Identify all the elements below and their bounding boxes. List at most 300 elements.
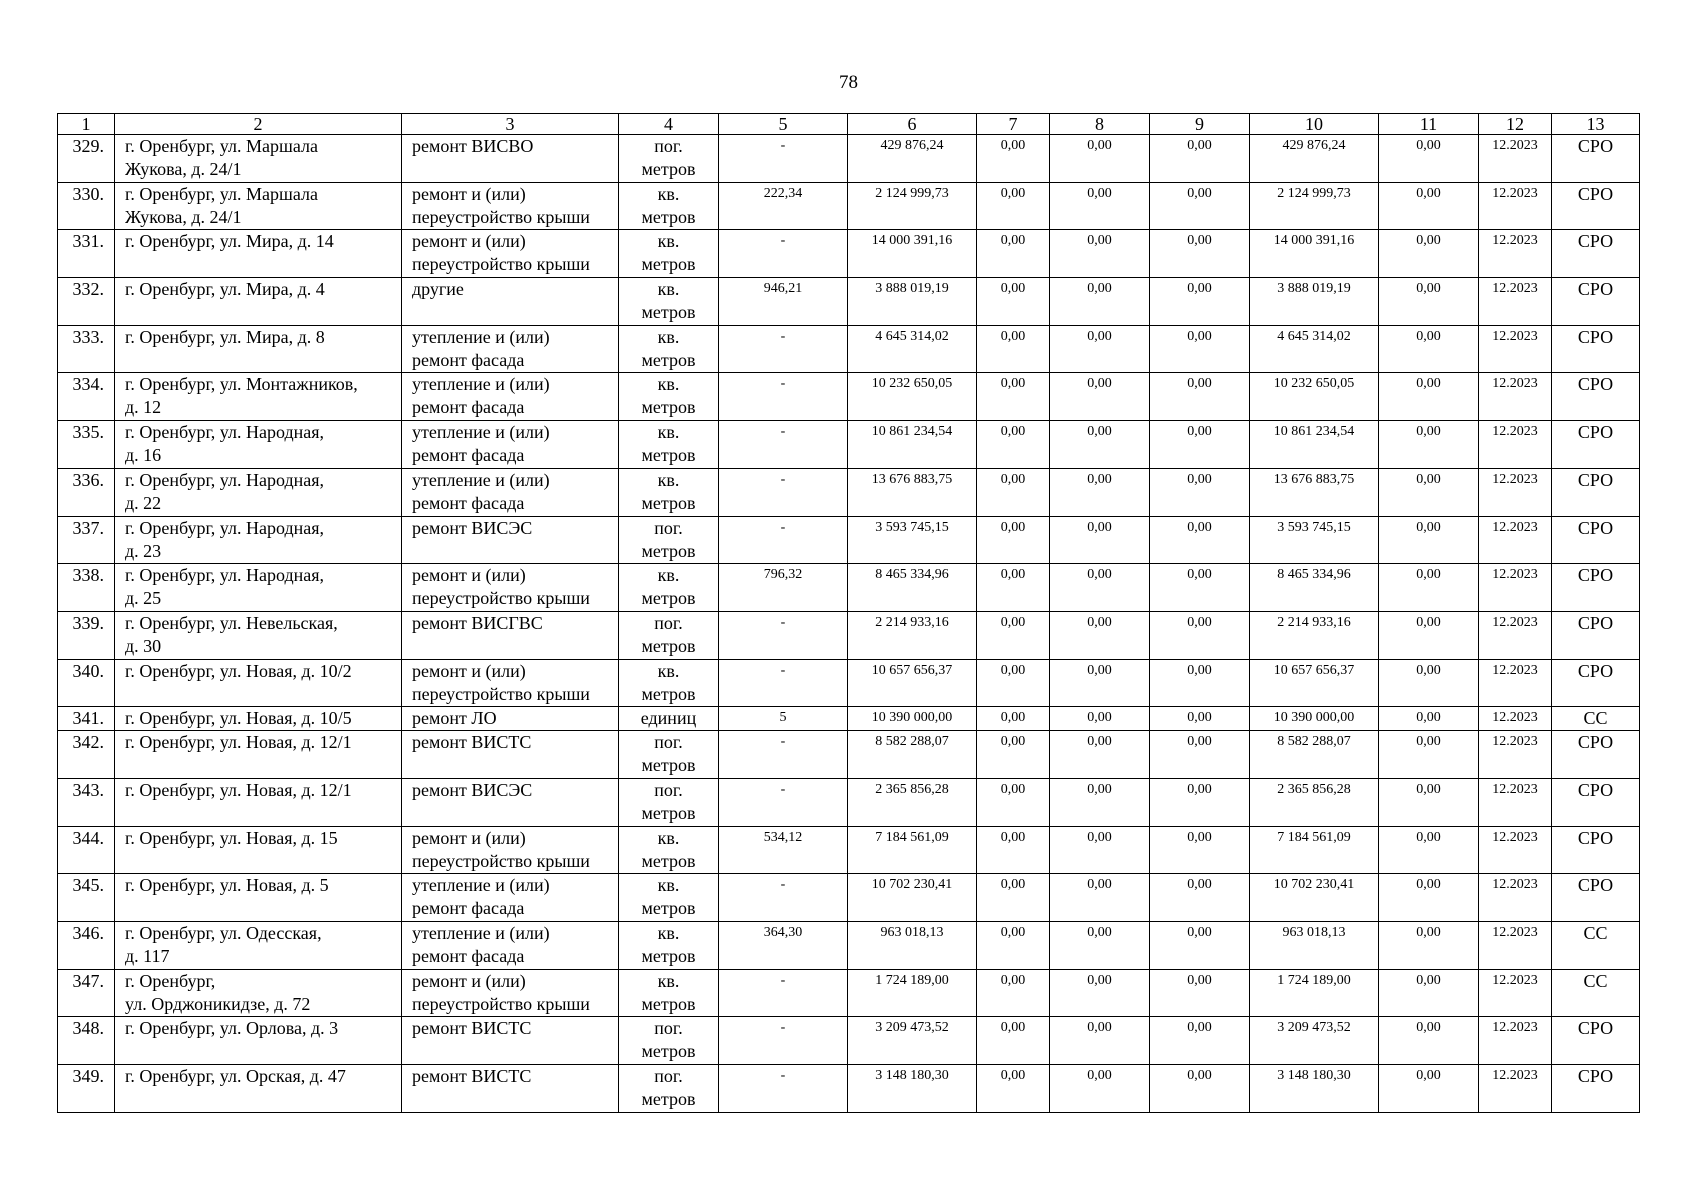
col9-cell: 0,00 — [1150, 778, 1250, 826]
col10-cell: 963 018,13 — [1250, 922, 1379, 970]
unit-cell-line: кв. — [657, 660, 680, 681]
fund-method-cell: СРО — [1552, 421, 1640, 469]
work-type-cell-line: ремонт ВИСГВС — [412, 612, 543, 633]
unit-cell-line: метров — [641, 755, 696, 776]
col9-cell: 0,00 — [1150, 969, 1250, 1017]
address-cell-line: г. Оренбург, ул. Орлова, д. 3 — [125, 1018, 339, 1039]
col10-cell: 429 876,24 — [1250, 135, 1379, 183]
col11-cell: 0,00 — [1379, 468, 1479, 516]
column-header-4: 4 — [619, 114, 719, 135]
work-type-cell — [402, 826, 619, 874]
unit-cell-line: кв. — [657, 326, 680, 347]
column-header-11: 11 — [1379, 114, 1479, 135]
table-row — [58, 826, 1640, 874]
col7-cell: 0,00 — [977, 468, 1050, 516]
address-cell — [115, 516, 402, 564]
col11-cell: 0,00 — [1379, 826, 1479, 874]
volume-cell: - — [719, 659, 848, 707]
col11-cell: 0,00 — [1379, 373, 1479, 421]
work-type-cell — [402, 325, 619, 373]
unit-cell — [619, 611, 719, 659]
col10-cell: 3 888 019,19 — [1250, 278, 1379, 326]
deadline-cell: 12.2023 — [1479, 182, 1552, 230]
col7-cell: 0,00 — [977, 826, 1050, 874]
col11-cell: 0,00 — [1379, 659, 1479, 707]
fund-method-cell: СРО — [1552, 611, 1640, 659]
address-cell — [115, 564, 402, 612]
address-cell-line: г. Оренбург, ул. Мира, д. 8 — [125, 326, 325, 347]
address-cell-line: д. 12 — [125, 397, 162, 418]
deadline-cell: 12.2023 — [1479, 731, 1552, 779]
col7-cell: 0,00 — [977, 659, 1050, 707]
unit-cell-line: кв. — [657, 827, 680, 848]
fund-method-cell: СРО — [1552, 731, 1640, 779]
unit-cell-line: пог. — [654, 1018, 683, 1039]
column-header-10: 10 — [1250, 114, 1379, 135]
row-number: 337. — [58, 516, 115, 564]
address-cell-line: г. Оренбург, ул. Народная, — [125, 517, 325, 538]
unit-cell-line: метров — [641, 349, 696, 370]
volume-cell: 534,12 — [719, 826, 848, 874]
col7-cell: 0,00 — [977, 230, 1050, 278]
col11-cell: 0,00 — [1379, 421, 1479, 469]
table-row — [58, 230, 1640, 278]
unit-cell — [619, 468, 719, 516]
deadline-cell: 12.2023 — [1479, 421, 1552, 469]
address-cell-line: г. Оренбург, ул. Народная, — [125, 565, 325, 586]
row-number: 339. — [58, 611, 115, 659]
col11-cell: 0,00 — [1379, 182, 1479, 230]
unit-cell — [619, 278, 719, 326]
deadline-cell: 12.2023 — [1479, 1017, 1552, 1065]
col9-cell: 0,00 — [1150, 731, 1250, 779]
row-number: 347. — [58, 969, 115, 1017]
deadline-cell: 12.2023 — [1479, 564, 1552, 612]
address-cell — [115, 731, 402, 779]
col8-cell: 0,00 — [1050, 325, 1150, 373]
col10-cell: 2 214 933,16 — [1250, 611, 1379, 659]
address-cell — [115, 922, 402, 970]
table-body — [58, 135, 1640, 1113]
work-type-cell-line: переустройство крыши — [412, 683, 590, 704]
col10-cell: 10 657 656,37 — [1250, 659, 1379, 707]
deadline-cell: 12.2023 — [1479, 278, 1552, 326]
total-cost-cell: 7 184 561,09 — [848, 826, 977, 874]
address-cell-line: г. Оренбург, ул. Мира, д. 14 — [125, 231, 334, 252]
row-number: 329. — [58, 135, 115, 183]
unit-cell — [619, 421, 719, 469]
volume-cell: - — [719, 516, 848, 564]
fund-method-cell: СС — [1552, 969, 1640, 1017]
fund-method-cell: СРО — [1552, 826, 1640, 874]
col7-cell: 0,00 — [977, 731, 1050, 779]
deadline-cell: 12.2023 — [1479, 230, 1552, 278]
total-cost-cell: 2 214 933,16 — [848, 611, 977, 659]
col10-cell: 2 365 856,28 — [1250, 778, 1379, 826]
work-type-cell — [402, 135, 619, 183]
col8-cell: 0,00 — [1050, 707, 1150, 731]
unit-cell-line: метров — [641, 588, 696, 609]
deadline-cell: 12.2023 — [1479, 874, 1552, 922]
fund-method-cell: СРО — [1552, 373, 1640, 421]
col10-cell: 14 000 391,16 — [1250, 230, 1379, 278]
col8-cell: 0,00 — [1050, 611, 1150, 659]
address-cell — [115, 778, 402, 826]
address-cell — [115, 874, 402, 922]
deadline-cell: 12.2023 — [1479, 373, 1552, 421]
work-type-cell — [402, 922, 619, 970]
col11-cell: 0,00 — [1379, 325, 1479, 373]
col10-cell: 13 676 883,75 — [1250, 468, 1379, 516]
col11-cell: 0,00 — [1379, 278, 1479, 326]
col8-cell: 0,00 — [1050, 659, 1150, 707]
table-row — [58, 969, 1640, 1017]
col9-cell: 0,00 — [1150, 516, 1250, 564]
address-cell-line: г. Оренбург, ул. Народная, — [125, 422, 325, 443]
work-type-cell-line: ремонт фасада — [412, 349, 525, 370]
col7-cell: 0,00 — [977, 325, 1050, 373]
row-number: 342. — [58, 731, 115, 779]
deadline-cell: 12.2023 — [1479, 516, 1552, 564]
work-type-cell — [402, 182, 619, 230]
volume-cell: - — [719, 230, 848, 278]
col11-cell: 0,00 — [1379, 135, 1479, 183]
col9-cell: 0,00 — [1150, 182, 1250, 230]
col11-cell: 0,00 — [1379, 707, 1479, 731]
col9-cell: 0,00 — [1150, 135, 1250, 183]
col10-cell: 3 209 473,52 — [1250, 1017, 1379, 1065]
unit-cell-line: кв. — [657, 875, 680, 896]
column-header-8: 8 — [1050, 114, 1150, 135]
volume-cell: - — [719, 1065, 848, 1113]
unit-cell — [619, 230, 719, 278]
address-cell-line: д. 25 — [125, 588, 162, 609]
table-row — [58, 182, 1640, 230]
total-cost-cell: 2 365 856,28 — [848, 778, 977, 826]
work-type-cell — [402, 969, 619, 1017]
work-type-cell-line: ремонт фасада — [412, 946, 525, 966]
col7-cell: 0,00 — [977, 778, 1050, 826]
address-cell-line: Жукова, д. 24/1 — [125, 206, 242, 227]
col7-cell: 0,00 — [977, 421, 1050, 469]
deadline-cell: 12.2023 — [1479, 325, 1552, 373]
volume-cell: - — [719, 874, 848, 922]
col8-cell: 0,00 — [1050, 1017, 1150, 1065]
volume-cell: 5 — [719, 707, 848, 731]
unit-cell — [619, 659, 719, 707]
work-type-cell-line: ремонт ВИСТС — [412, 1066, 532, 1087]
table-row — [58, 373, 1640, 421]
work-type-cell-line: ремонт фасада — [412, 397, 525, 418]
deadline-cell: 12.2023 — [1479, 707, 1552, 731]
col9-cell: 0,00 — [1150, 922, 1250, 970]
total-cost-cell: 3 593 745,15 — [848, 516, 977, 564]
volume-cell: 222,34 — [719, 182, 848, 230]
unit-cell — [619, 969, 719, 1017]
deadline-cell: 12.2023 — [1479, 135, 1552, 183]
column-header-6: 6 — [848, 114, 977, 135]
table-row — [58, 516, 1640, 564]
col8-cell: 0,00 — [1050, 278, 1150, 326]
address-cell-line: д. 30 — [125, 635, 162, 656]
work-type-cell-line: другие — [412, 279, 464, 300]
col7-cell: 0,00 — [977, 373, 1050, 421]
col7-cell: 0,00 — [977, 278, 1050, 326]
column-header-12: 12 — [1479, 114, 1552, 135]
col10-cell: 10 390 000,00 — [1250, 707, 1379, 731]
work-type-cell-line: утепление и (или) — [412, 923, 550, 943]
col7-cell: 0,00 — [977, 1017, 1050, 1065]
row-number: 340. — [58, 659, 115, 707]
work-type-cell — [402, 874, 619, 922]
col9-cell: 0,00 — [1150, 1065, 1250, 1113]
unit-cell-line: метров — [641, 254, 696, 275]
work-type-cell-line: ремонт ВИСТС — [412, 732, 532, 753]
unit-cell-line: единиц — [640, 708, 697, 729]
column-header-13: 13 — [1552, 114, 1640, 135]
col10-cell: 2 124 999,73 — [1250, 182, 1379, 230]
col10-cell: 3 593 745,15 — [1250, 516, 1379, 564]
table-row — [58, 922, 1640, 970]
volume-cell: - — [719, 373, 848, 421]
address-cell-line: г. Оренбург, ул. Новая, д. 15 — [125, 827, 338, 848]
work-type-cell — [402, 611, 619, 659]
work-type-cell-line: переустройство крыши — [412, 254, 590, 275]
table-row — [58, 421, 1640, 469]
work-type-cell-line: ремонт и (или) — [412, 827, 526, 848]
unit-cell-line: метров — [641, 993, 696, 1014]
col7-cell: 0,00 — [977, 707, 1050, 731]
col7-cell: 0,00 — [977, 516, 1050, 564]
table-row — [58, 611, 1640, 659]
work-type-cell-line: переустройство крыши — [412, 588, 590, 609]
col9-cell: 0,00 — [1150, 468, 1250, 516]
volume-cell: - — [719, 969, 848, 1017]
col11-cell: 0,00 — [1379, 874, 1479, 922]
address-cell-line: г. Оренбург, ул. Новая, д. 10/2 — [125, 660, 352, 681]
table-row — [58, 874, 1640, 922]
work-type-cell-line: ремонт фасада — [412, 445, 525, 466]
row-number: 343. — [58, 778, 115, 826]
col8-cell: 0,00 — [1050, 373, 1150, 421]
unit-cell-line: пог. — [654, 612, 683, 633]
col10-cell: 7 184 561,09 — [1250, 826, 1379, 874]
col9-cell: 0,00 — [1150, 230, 1250, 278]
address-cell-line: г. Оренбург, ул. Одесская, — [125, 923, 322, 943]
deadline-cell: 12.2023 — [1479, 1065, 1552, 1113]
table-row — [58, 278, 1640, 326]
work-type-cell-line: ремонт и (или) — [412, 660, 526, 681]
volume-cell: - — [719, 1017, 848, 1065]
col11-cell: 0,00 — [1379, 969, 1479, 1017]
fund-method-cell: СРО — [1552, 659, 1640, 707]
col7-cell: 0,00 — [977, 135, 1050, 183]
fund-method-cell: СРО — [1552, 778, 1640, 826]
unit-cell-line: метров — [641, 1041, 696, 1062]
work-type-cell — [402, 1017, 619, 1065]
unit-cell-line: метров — [641, 802, 696, 823]
total-cost-cell: 10 861 234,54 — [848, 421, 977, 469]
col10-cell: 8 465 334,96 — [1250, 564, 1379, 612]
unit-cell-line: кв. — [657, 923, 680, 943]
fund-method-cell: СРО — [1552, 874, 1640, 922]
fund-method-cell: СРО — [1552, 325, 1640, 373]
address-cell-line: г. Оренбург, ул. Орская, д. 47 — [125, 1066, 346, 1087]
address-cell-line: г. Оренбург, ул. Маршала — [125, 136, 318, 156]
work-type-cell — [402, 278, 619, 326]
work-type-cell-line: переустройство крыши — [412, 206, 590, 227]
row-number: 336. — [58, 468, 115, 516]
total-cost-cell: 8 582 288,07 — [848, 731, 977, 779]
address-cell-line: Жукова, д. 24/1 — [125, 159, 242, 179]
volume-cell: - — [719, 421, 848, 469]
total-cost-cell: 13 676 883,75 — [848, 468, 977, 516]
unit-cell-line: метров — [641, 540, 696, 561]
fund-method-cell: СС — [1552, 707, 1640, 731]
row-number: 349. — [58, 1065, 115, 1113]
row-number: 333. — [58, 325, 115, 373]
unit-cell-line: метров — [641, 683, 696, 704]
work-type-cell-line: ремонт и (или) — [412, 565, 526, 586]
col8-cell: 0,00 — [1050, 135, 1150, 183]
work-type-cell — [402, 707, 619, 731]
total-cost-cell: 8 465 334,96 — [848, 564, 977, 612]
work-type-cell-line: ремонт ВИСЭС — [412, 517, 533, 538]
col11-cell: 0,00 — [1379, 922, 1479, 970]
address-cell — [115, 1065, 402, 1113]
address-cell — [115, 659, 402, 707]
total-cost-cell: 3 888 019,19 — [848, 278, 977, 326]
column-header-1: 1 — [58, 114, 115, 135]
volume-cell: - — [719, 135, 848, 183]
total-cost-cell: 429 876,24 — [848, 135, 977, 183]
col8-cell: 0,00 — [1050, 421, 1150, 469]
deadline-cell: 12.2023 — [1479, 659, 1552, 707]
deadline-cell: 12.2023 — [1479, 468, 1552, 516]
table-row — [58, 707, 1640, 731]
volume-cell: - — [719, 611, 848, 659]
volume-cell: 364,30 — [719, 922, 848, 970]
total-cost-cell: 10 702 230,41 — [848, 874, 977, 922]
col9-cell: 0,00 — [1150, 564, 1250, 612]
fund-method-cell: СС — [1552, 922, 1640, 970]
unit-cell-line: метров — [641, 302, 696, 323]
address-cell-line: г. Оренбург, ул. Новая, д. 12/1 — [125, 779, 352, 800]
work-type-cell — [402, 659, 619, 707]
volume-cell: - — [719, 468, 848, 516]
total-cost-cell: 963 018,13 — [848, 922, 977, 970]
unit-cell-line: кв. — [657, 422, 680, 443]
work-type-cell-line: переустройство крыши — [412, 993, 590, 1014]
work-type-cell — [402, 1065, 619, 1113]
table-row — [58, 778, 1640, 826]
row-number: 344. — [58, 826, 115, 874]
table-row — [58, 135, 1640, 183]
work-type-cell-line: ремонт и (или) — [412, 183, 526, 204]
unit-cell — [619, 135, 719, 183]
fund-method-cell: СРО — [1552, 1017, 1640, 1065]
unit-cell-line: метров — [641, 635, 696, 656]
work-type-cell — [402, 230, 619, 278]
col7-cell: 0,00 — [977, 1065, 1050, 1113]
address-cell — [115, 826, 402, 874]
address-cell — [115, 278, 402, 326]
unit-cell-line: метров — [641, 1089, 696, 1110]
work-type-cell — [402, 731, 619, 779]
unit-cell — [619, 731, 719, 779]
unit-cell — [619, 1017, 719, 1065]
col8-cell: 0,00 — [1050, 922, 1150, 970]
deadline-cell: 12.2023 — [1479, 969, 1552, 1017]
col8-cell: 0,00 — [1050, 1065, 1150, 1113]
address-cell-line: г. Оренбург, — [125, 970, 216, 991]
work-type-cell-line: утепление и (или) — [412, 374, 550, 395]
table-row — [58, 468, 1640, 516]
volume-cell: - — [719, 778, 848, 826]
unit-cell — [619, 922, 719, 970]
address-cell — [115, 1017, 402, 1065]
work-type-cell-line: утепление и (или) — [412, 422, 550, 443]
col9-cell: 0,00 — [1150, 421, 1250, 469]
table-row — [58, 564, 1640, 612]
col11-cell: 0,00 — [1379, 731, 1479, 779]
table-row — [58, 325, 1640, 373]
unit-cell — [619, 564, 719, 612]
total-cost-cell: 3 148 180,30 — [848, 1065, 977, 1113]
col8-cell: 0,00 — [1050, 468, 1150, 516]
unit-cell — [619, 874, 719, 922]
col7-cell: 0,00 — [977, 969, 1050, 1017]
deadline-cell: 12.2023 — [1479, 826, 1552, 874]
deadline-cell: 12.2023 — [1479, 922, 1552, 970]
address-cell-line: г. Оренбург, ул. Новая, д. 12/1 — [125, 732, 352, 753]
unit-cell-line: метров — [641, 898, 696, 919]
unit-cell — [619, 325, 719, 373]
col7-cell: 0,00 — [977, 182, 1050, 230]
unit-cell-line: кв. — [657, 374, 680, 395]
work-type-cell — [402, 373, 619, 421]
unit-cell-line: кв. — [657, 231, 680, 252]
work-type-cell-line: ремонт и (или) — [412, 970, 526, 991]
unit-cell — [619, 707, 719, 731]
unit-cell-line: пог. — [654, 517, 683, 538]
work-type-cell-line: ремонт ВИСВО — [412, 136, 534, 156]
unit-cell-line: метров — [641, 492, 696, 513]
row-number: 341. — [58, 707, 115, 731]
address-cell — [115, 373, 402, 421]
column-number-row — [58, 114, 1640, 135]
col8-cell: 0,00 — [1050, 230, 1150, 278]
unit-cell-line: метров — [641, 445, 696, 466]
col8-cell: 0,00 — [1050, 182, 1150, 230]
unit-cell-line: пог. — [654, 779, 683, 800]
column-header-9: 9 — [1150, 114, 1250, 135]
total-cost-cell: 4 645 314,02 — [848, 325, 977, 373]
row-number: 348. — [58, 1017, 115, 1065]
address-cell-line: г. Оренбург, ул. Новая, д. 10/5 — [125, 708, 352, 729]
work-type-cell-line: ремонт и (или) — [412, 231, 526, 252]
work-type-cell-line: ремонт фасада — [412, 492, 525, 513]
fund-method-cell: СРО — [1552, 1065, 1640, 1113]
address-cell-line: д. 22 — [125, 492, 162, 513]
col10-cell: 10 232 650,05 — [1250, 373, 1379, 421]
address-cell — [115, 707, 402, 731]
col7-cell: 0,00 — [977, 922, 1050, 970]
col11-cell: 0,00 — [1379, 1065, 1479, 1113]
col8-cell: 0,00 — [1050, 826, 1150, 874]
address-cell — [115, 135, 402, 183]
work-type-cell-line: ремонт фасада — [412, 898, 525, 919]
